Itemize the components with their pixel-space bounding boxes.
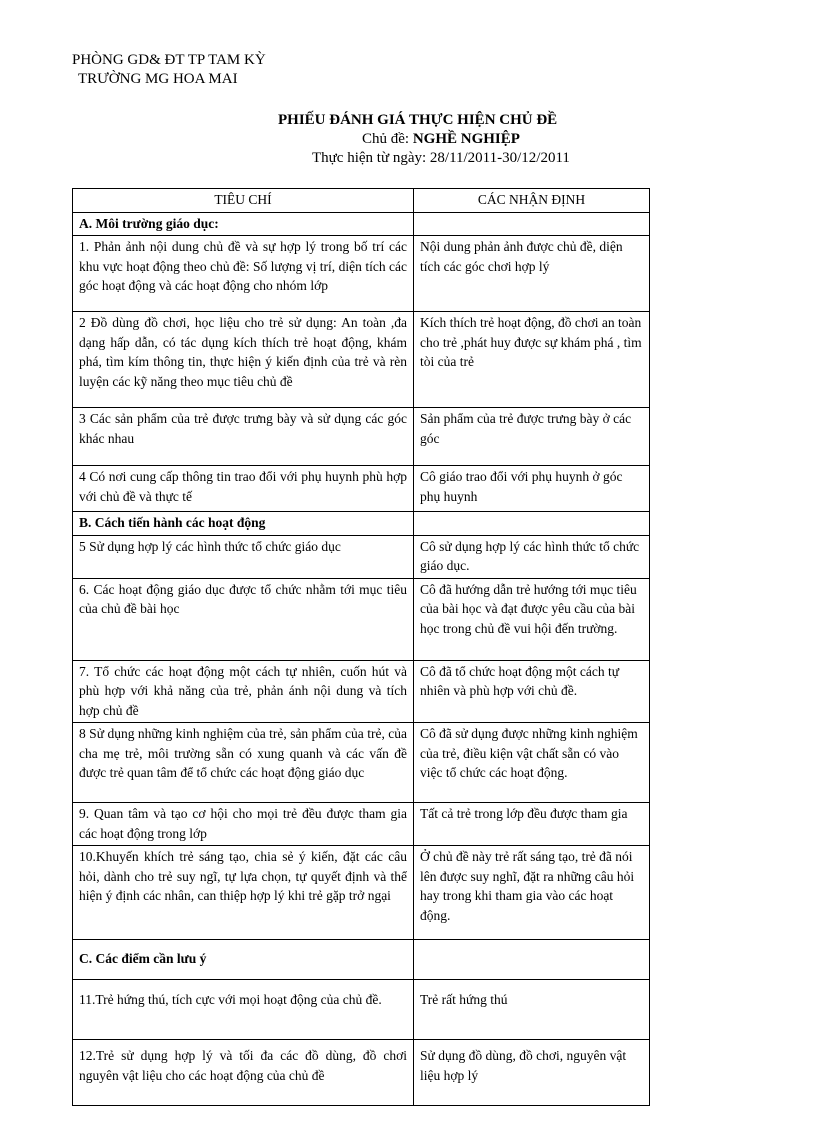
table-row [73, 312, 650, 408]
topic-label: Chủ đề: [362, 131, 410, 147]
criterion-cell: 3 Các sản phẩm của trẻ được trưng bày và sử dụng các góc khác nhau [73, 408, 414, 466]
assessment-cell: Cô sử dụng hợp lý các hình thức tổ chức giáo dục. [414, 535, 650, 578]
assessment-cell: Nội dung phản ảnh được chủ đề, diện tích các góc chơi hợp lý [414, 236, 650, 312]
section-title: A. Môi trường giáo dục: [73, 212, 414, 236]
table-row [73, 236, 650, 312]
period-line: Thực hiện từ ngày: 28/11/2011-30/12/2011 [312, 150, 570, 166]
criterion-cell: 10.Khuyến khích trẻ sáng tạo, chia sẻ ý kiến, đặt các câu hỏi, dành cho trẻ suy ngĩ, tự lựa chọn, tự quyết định và thể hiện ý định các nhân, can thiệp hợp lý khi trẻ gặp trở ngại [73, 846, 414, 940]
criterion-cell: 12.Trẻ sử dụng hợp lý và tối đa các đồ dùng, đồ chơi nguyên vật liệu cho các hoạt động của chủ đề [73, 1040, 414, 1106]
table-row [73, 535, 650, 578]
table-row [73, 1040, 650, 1106]
section-title: C. Các điểm cần lưu ý [73, 940, 414, 980]
table-row [73, 846, 650, 940]
section-row [73, 512, 650, 536]
topic-value: NGHỀ NGHIỆP [412, 131, 520, 147]
document-title: PHIẾU ĐÁNH GIÁ THỰC HIỆN CHỦ ĐỀ [278, 112, 558, 128]
criterion-cell: 6. Các hoạt động giáo dục được tổ chức nhằm tới mục tiêu của chủ đề bài học [73, 578, 414, 660]
criterion-cell: 2 Đồ dùng đồ chơi, học liệu cho trẻ sử dụng: An toàn ,đa dạng hấp dẫn, có tác dụng kích thích trẻ hoạt động, khám phá, tìm kím thông tin, thực hiện ý kiến định của trẻ và rèn luyện các kỹ năng theo mục tiêu chủ đề [73, 312, 414, 408]
topic-line [362, 131, 520, 148]
assessment-cell: Cô đã hướng dẫn trẻ hướng tới mục tiêu của bài học và đạt được yêu cầu của bài học trong chủ đề vui hội đến trường. [414, 578, 650, 660]
criterion-cell: 4 Có nơi cung cấp thông tin trao đổi với phụ huynh phù hợp với chủ đề và thực tế [73, 466, 414, 512]
assessment-cell: Tất cả trẻ trong lớp đều được tham gia [414, 803, 650, 846]
criterion-cell: 8 Sử dụng những kinh nghiệm của trẻ, sản phẩm của trẻ, của cha mẹ trẻ, môi trường sẵn có xung quanh và các vấn đề được trẻ quan tâm để tổ chức các hoạt động giáo dục [73, 723, 414, 803]
assessment-cell: Sản phẩm của trẻ được trưng bày ở các góc [414, 408, 650, 466]
org-line-2: TRƯỜNG MG HOA MAI [78, 71, 238, 87]
criterion-cell: 1. Phản ảnh nội dung chủ đề và sự hợp lý trong bố trí các khu vực hoạt động theo chủ đề: Số lượng vị trí, diện tích các góc hoạt động và các hoạt động cho nhóm lớp [73, 236, 414, 312]
table-row [73, 723, 650, 803]
table-row [73, 803, 650, 846]
table-row [73, 578, 650, 660]
evaluation-table [72, 188, 650, 1106]
assessment-cell: Cô đã tổ chức hoạt động một cách tự nhiên và phù hợp với chủ đề. [414, 660, 650, 723]
table-row [73, 980, 650, 1040]
org-line-1: PHÒNG GD& ĐT TP TAM KỲ [72, 52, 266, 68]
assessment-cell: Trẻ rất hứng thú [414, 980, 650, 1040]
table-header-row [73, 189, 650, 213]
criterion-cell: 7. Tổ chức các hoạt động một cách tự nhiên, cuốn hút và phù hợp với khả năng của trẻ, phản ánh nội dung và tích hợp chủ đề [73, 660, 414, 723]
assessment-cell: Cô giáo trao đổi với phụ huynh ở góc phụ huynh [414, 466, 650, 512]
table-row [73, 660, 650, 723]
assessment-cell: Kích thích trẻ hoạt động, đồ chơi an toàn cho trẻ ,phát huy được sự khám phá , tìm tòi của trẻ [414, 312, 650, 408]
table-row [73, 408, 650, 466]
table-row [73, 466, 650, 512]
criterion-cell: 11.Trẻ hứng thú, tích cực với mọi hoạt động của chủ đề. [73, 980, 414, 1040]
assessment-cell: Cô đã sử dụng được những kinh nghiệm của trẻ, điều kiện vật chất sẵn có vào việc tổ chức các hoạt động. [414, 723, 650, 803]
section-row [73, 940, 650, 980]
header-assessment: CÁC NHẬN ĐỊNH [414, 189, 650, 213]
header-criteria: TIÊU CHÍ [73, 189, 414, 213]
assessment-cell: Ở chủ đề này trẻ rất sáng tạo, trẻ đã nói lên được suy nghĩ, đặt ra những câu hỏi hay trong khi tham gia vào các hoạt động. [414, 846, 650, 940]
section-row [73, 212, 650, 236]
criterion-cell: 5 Sử dụng hợp lý các hình thức tổ chức giáo dục [73, 535, 414, 578]
assessment-cell: Sử dụng đồ dùng, đồ chơi, nguyên vật liệu hợp lý [414, 1040, 650, 1106]
criterion-cell: 9. Quan tâm và tạo cơ hội cho mọi trẻ đều được tham gia các hoạt động trong lớp [73, 803, 414, 846]
section-title: B. Cách tiến hành các hoạt động [73, 512, 414, 536]
